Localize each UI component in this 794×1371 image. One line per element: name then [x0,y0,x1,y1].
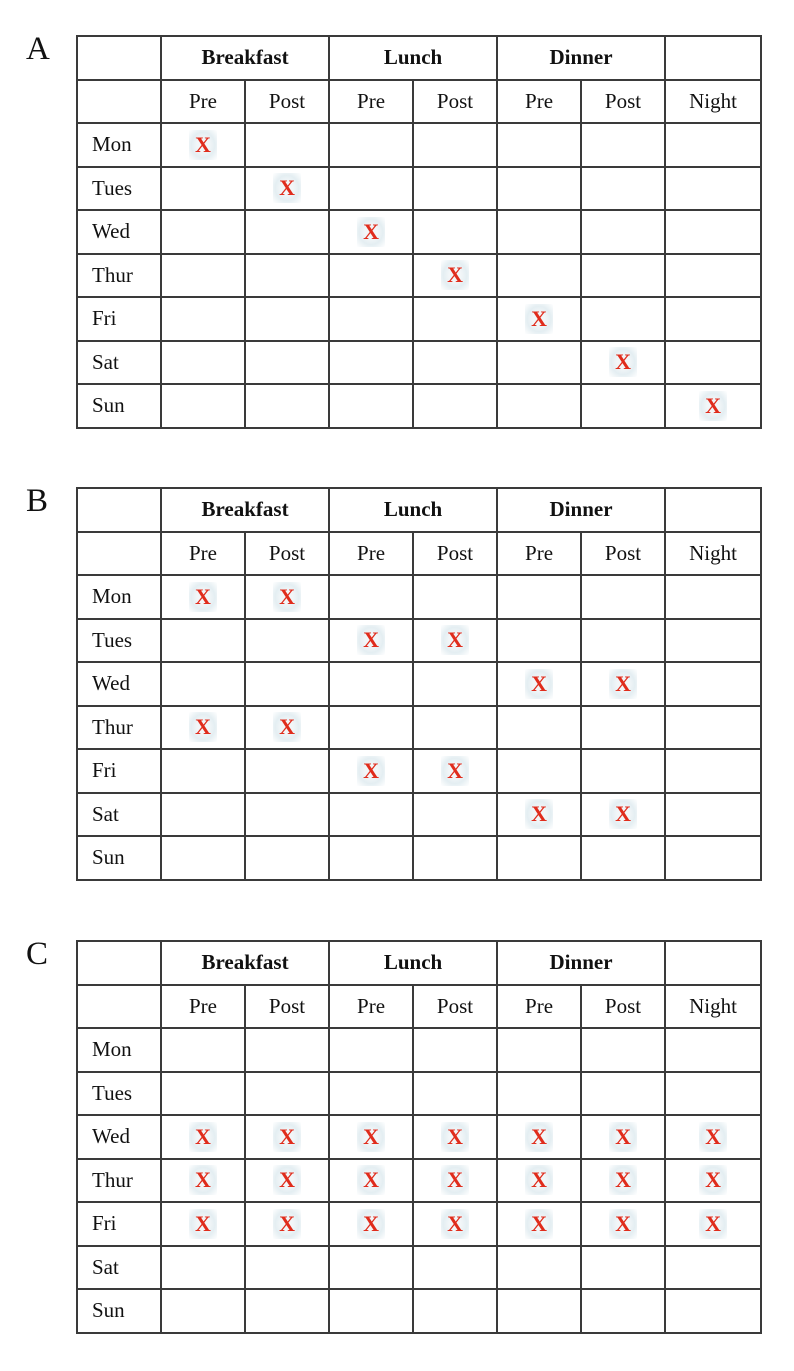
x-mark: X [273,1122,301,1152]
schedule-cell [329,384,413,428]
timing-header: Post [245,985,329,1029]
day-label: Fri [77,297,161,341]
table-row [77,662,761,706]
day-label: Wed [77,210,161,254]
meal-header: Dinner [497,36,665,80]
schedule-cell [329,297,413,341]
x-mark: X [273,582,301,612]
x-mark: X [609,347,637,377]
x-mark: X [699,1209,727,1239]
timing-header-row [77,80,761,124]
x-mark: X [273,712,301,742]
x-mark: X [609,669,637,699]
table-row [77,1115,761,1159]
schedule-cell [665,1159,761,1203]
schedule-cell [413,167,497,211]
empty-header-cell [665,941,761,985]
schedule-cell [497,167,581,211]
schedule-cell [161,167,245,211]
timing-header: Post [413,80,497,124]
table-row [77,254,761,298]
schedule-cell [413,1115,497,1159]
schedule-cell [413,254,497,298]
schedule-cell [245,619,329,663]
table-row [77,1072,761,1116]
x-mark: X [189,712,217,742]
schedule-cell [581,384,665,428]
timing-header: Pre [329,80,413,124]
schedule-cell [665,210,761,254]
table-row [77,1246,761,1290]
schedule-cell [665,1115,761,1159]
x-mark: X [699,391,727,421]
schedule-cell [665,749,761,793]
x-mark: X [357,1209,385,1239]
corner-cell [77,80,161,124]
schedule-cell [329,706,413,750]
day-label: Thur [77,706,161,750]
schedule-cell [161,384,245,428]
schedule-cell [665,384,761,428]
schedule-cell [581,1072,665,1116]
timing-header: Night [665,985,761,1029]
meal-header: Lunch [329,488,497,532]
meal-header: Breakfast [161,941,329,985]
meal-header: Breakfast [161,488,329,532]
schedule-cell [413,706,497,750]
schedule-cell [161,210,245,254]
timing-header: Post [581,532,665,576]
schedule-cell [329,210,413,254]
schedule-cell [497,619,581,663]
timing-header: Post [245,80,329,124]
x-mark: X [189,1122,217,1152]
schedule-cell [245,575,329,619]
schedule-cell [581,1246,665,1290]
schedule-cell [329,662,413,706]
schedule-cell [581,836,665,880]
schedule-cell [665,341,761,385]
table-row [77,793,761,837]
schedule-table [76,35,762,429]
schedule-cell [329,1028,413,1072]
x-mark: X [609,1209,637,1239]
day-label: Wed [77,662,161,706]
timing-header: Pre [329,985,413,1029]
x-mark: X [189,582,217,612]
table-row [77,1202,761,1246]
table-row [77,167,761,211]
schedule-cell [665,662,761,706]
schedule-cell [329,1072,413,1116]
schedule-cell [329,1246,413,1290]
x-mark: X [189,1165,217,1195]
schedule-cell [161,749,245,793]
schedule-cell [497,297,581,341]
day-label: Tues [77,167,161,211]
schedule-cell [329,254,413,298]
meal-header: Breakfast [161,36,329,80]
schedule-cell [497,123,581,167]
panel-label: B [26,483,49,519]
schedule-cell [245,254,329,298]
day-label: Mon [77,575,161,619]
schedule-cell [245,706,329,750]
schedule-cell [413,123,497,167]
schedule-cell [161,836,245,880]
schedule-table [76,940,762,1334]
schedule-cell [497,575,581,619]
table-row [77,341,761,385]
x-mark: X [357,217,385,247]
schedule-cell [665,123,761,167]
day-label: Tues [77,1072,161,1116]
schedule-cell [245,1246,329,1290]
schedule-cell [161,662,245,706]
corner-cell [77,488,161,532]
schedule-cell [581,1115,665,1159]
schedule-cell [581,793,665,837]
table-row [77,1028,761,1072]
schedule-cell [329,749,413,793]
timing-header: Post [413,532,497,576]
schedule-cell [329,1202,413,1246]
timing-header: Night [665,532,761,576]
timing-header: Pre [161,985,245,1029]
schedule-cell [161,575,245,619]
schedule-cell [497,384,581,428]
corner-cell [77,36,161,80]
meal-header: Lunch [329,941,497,985]
day-label: Sat [77,341,161,385]
timing-header-row [77,985,761,1029]
timing-header: Night [665,80,761,124]
schedule-cell [329,575,413,619]
schedule-cell [581,662,665,706]
schedule-cell [413,619,497,663]
table-row [77,836,761,880]
schedule-cell [581,341,665,385]
schedule-cell [665,254,761,298]
corner-cell [77,532,161,576]
schedule-cell [497,749,581,793]
schedule-cell [497,662,581,706]
schedule-cell [161,1246,245,1290]
schedule-table [76,487,762,881]
schedule-cell [581,575,665,619]
schedule-cell [329,167,413,211]
schedule-cell [413,662,497,706]
schedule-cell [161,1115,245,1159]
schedule-cell [161,1028,245,1072]
schedule-cell [413,575,497,619]
schedule-cell [161,297,245,341]
schedule-cell [161,123,245,167]
schedule-cell [581,167,665,211]
schedule-cell [245,836,329,880]
corner-cell [77,985,161,1029]
day-label: Fri [77,1202,161,1246]
schedule-cell [329,1289,413,1333]
x-mark: X [609,1122,637,1152]
panel-label: C [26,936,49,972]
schedule-cell [413,793,497,837]
schedule-cell [245,1202,329,1246]
day-label: Sat [77,1246,161,1290]
meal-header: Lunch [329,36,497,80]
schedule-cell [497,1072,581,1116]
schedule-cell [413,341,497,385]
table-row [77,706,761,750]
meal-header-row [77,36,761,80]
schedule-cell [161,1159,245,1203]
timing-header: Pre [497,532,581,576]
day-label: Wed [77,1115,161,1159]
schedule-cell [413,1246,497,1290]
schedule-cell [497,706,581,750]
table-row [77,123,761,167]
schedule-cell [245,793,329,837]
x-mark: X [441,1122,469,1152]
day-label: Thur [77,1159,161,1203]
schedule-cell [245,123,329,167]
day-label: Sun [77,836,161,880]
schedule-cell [665,619,761,663]
table-row [77,749,761,793]
day-label: Sat [77,793,161,837]
x-mark: X [273,1165,301,1195]
schedule-cell [497,1159,581,1203]
x-mark: X [357,625,385,655]
meal-header: Dinner [497,941,665,985]
schedule-cell [161,706,245,750]
schedule-cell [581,1028,665,1072]
day-label: Thur [77,254,161,298]
schedule-cell [665,706,761,750]
x-mark: X [441,1165,469,1195]
schedule-cell [581,254,665,298]
schedule-cell [665,1246,761,1290]
day-label: Sun [77,1289,161,1333]
schedule-cell [245,384,329,428]
x-mark: X [357,756,385,786]
x-mark: X [525,1165,553,1195]
empty-header-cell [665,488,761,532]
corner-cell [77,941,161,985]
schedule-cell [665,1289,761,1333]
schedule-cell [245,167,329,211]
schedule-cell [245,341,329,385]
schedule-cell [245,1028,329,1072]
x-mark: X [441,625,469,655]
schedule-cell [245,749,329,793]
schedule-cell [581,1289,665,1333]
timing-header: Post [581,80,665,124]
schedule-cell [161,1289,245,1333]
table-row [77,619,761,663]
schedule-cell [581,749,665,793]
timing-header: Pre [161,532,245,576]
day-label: Mon [77,123,161,167]
schedule-cell [581,210,665,254]
panel-label: A [26,31,50,67]
schedule-cell [413,749,497,793]
schedule-cell [497,1202,581,1246]
schedule-cell [497,254,581,298]
timing-header: Post [245,532,329,576]
x-mark: X [357,1122,385,1152]
schedule-cell [329,123,413,167]
meal-header-row [77,941,761,985]
schedule-cell [665,1028,761,1072]
timing-header: Pre [161,80,245,124]
schedule-cell [665,297,761,341]
timing-header: Pre [329,532,413,576]
schedule-cell [497,210,581,254]
schedule-cell [497,1115,581,1159]
empty-header-cell [665,36,761,80]
schedule-cell [413,836,497,880]
schedule-cell [581,619,665,663]
x-mark: X [699,1165,727,1195]
schedule-cell [497,1246,581,1290]
day-label: Fri [77,749,161,793]
schedule-cell [413,1028,497,1072]
x-mark: X [441,1209,469,1239]
x-mark: X [609,1165,637,1195]
x-mark: X [441,260,469,290]
schedule-cell [581,1202,665,1246]
x-mark: X [441,756,469,786]
schedule-cell [581,297,665,341]
x-mark: X [357,1165,385,1195]
schedule-cell [245,1289,329,1333]
meal-header: Dinner [497,488,665,532]
day-label: Sun [77,384,161,428]
schedule-cell [329,341,413,385]
timing-header-row [77,532,761,576]
schedule-cell [245,662,329,706]
schedule-cell [161,1072,245,1116]
schedule-cell [665,793,761,837]
x-mark: X [525,304,553,334]
table-row [77,575,761,619]
schedule-cell [581,123,665,167]
schedule-cell [665,167,761,211]
schedule-cell [497,836,581,880]
schedule-cell [245,297,329,341]
schedule-cell [329,619,413,663]
x-mark: X [609,799,637,829]
x-mark: X [273,173,301,203]
table-row [77,210,761,254]
schedule-cell [329,1159,413,1203]
schedule-cell [665,1202,761,1246]
timing-header: Pre [497,80,581,124]
schedule-cell [581,1159,665,1203]
schedule-cell [497,793,581,837]
table-row [77,297,761,341]
timing-header: Pre [497,985,581,1029]
schedule-cell [413,384,497,428]
x-mark: X [525,669,553,699]
schedule-cell [161,1202,245,1246]
schedule-cell [413,1289,497,1333]
schedule-cell [413,210,497,254]
schedule-cell [581,706,665,750]
schedule-cell [329,836,413,880]
schedule-cell [413,1159,497,1203]
x-mark: X [699,1122,727,1152]
timing-header: Post [413,985,497,1029]
x-mark: X [189,1209,217,1239]
x-mark: X [525,1209,553,1239]
table-row [77,384,761,428]
schedule-cell [245,1115,329,1159]
schedule-cell [329,1115,413,1159]
x-mark: X [189,130,217,160]
timing-header: Post [581,985,665,1029]
schedule-cell [665,1072,761,1116]
schedule-cell [497,1289,581,1333]
schedule-cell [161,341,245,385]
x-mark: X [525,799,553,829]
day-label: Tues [77,619,161,663]
day-label: Mon [77,1028,161,1072]
schedule-cell [413,1072,497,1116]
table-row [77,1289,761,1333]
schedule-cell [161,793,245,837]
schedule-cell [245,1159,329,1203]
schedule-cell [497,341,581,385]
table-row [77,1159,761,1203]
schedule-cell [413,1202,497,1246]
schedule-cell [497,1028,581,1072]
x-mark: X [525,1122,553,1152]
schedule-cell [329,793,413,837]
schedule-cell [161,254,245,298]
schedule-cell [665,836,761,880]
schedule-cell [665,575,761,619]
schedule-cell [245,210,329,254]
schedule-cell [245,1072,329,1116]
schedule-cell [161,619,245,663]
x-mark: X [273,1209,301,1239]
schedule-cell [413,297,497,341]
meal-header-row [77,488,761,532]
